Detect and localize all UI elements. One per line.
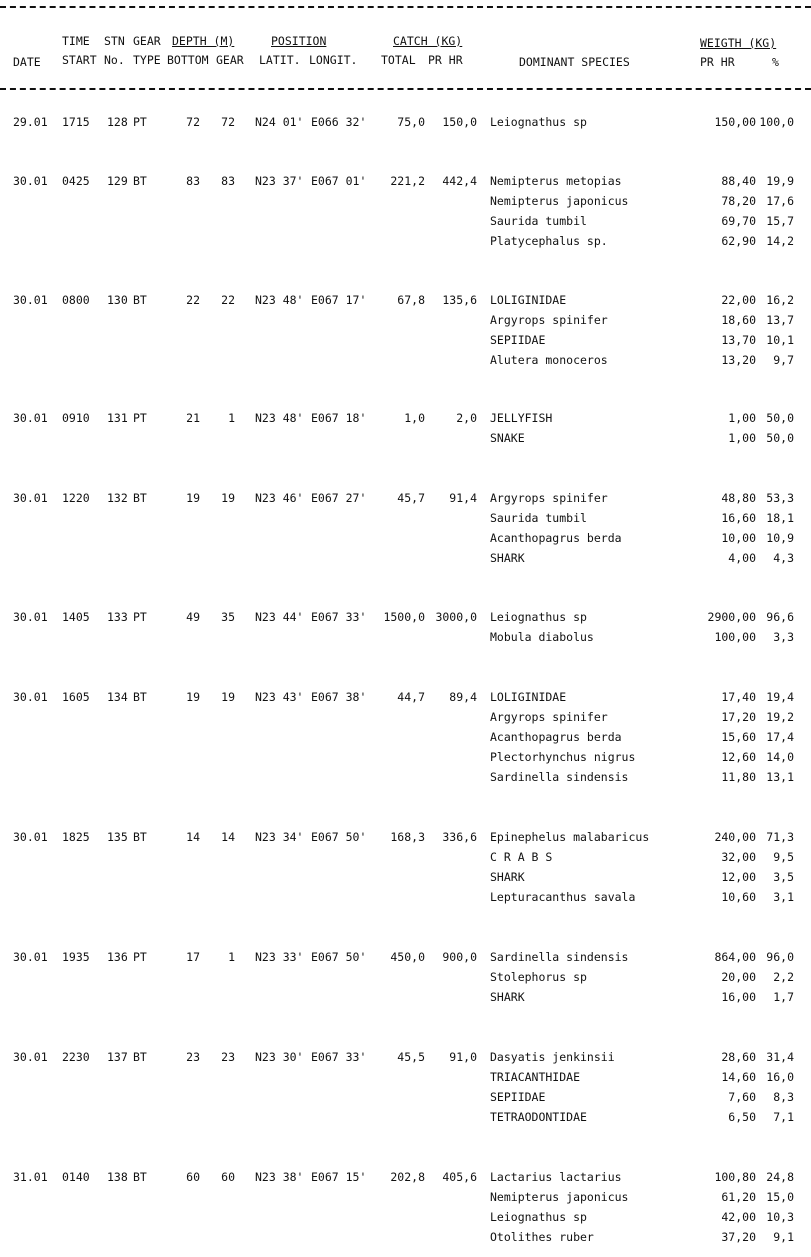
species-weight: 864,00 [714,950,756,964]
species-name: C R A B S [490,850,553,864]
cell-total: 45,7 [397,491,425,505]
species-weight: 1,00 [728,431,756,445]
cell-lat: N23 34' [255,830,304,844]
header-gear: GEAR [133,34,161,48]
species-weight: 13,20 [721,353,756,367]
cell-bottom: 17 [186,950,200,964]
cell-time: 0910 [62,411,90,425]
cell-prhr: 89,4 [449,690,477,704]
cell-prhr: 91,0 [449,1050,477,1064]
cell-stn: 128 [107,115,128,129]
cell-prhr: 442,4 [442,174,477,188]
species-name: Dasyatis jenkinsii [490,1050,615,1064]
species-name: Leiognathus sp [490,1210,587,1224]
cell-prhr: 336,6 [442,830,477,844]
cell-type: PT [133,411,147,425]
cell-gear: 1 [228,950,235,964]
species-percent: 4,3 [773,551,794,565]
cell-bottom: 83 [186,174,200,188]
header-gear-depth: GEAR [216,53,244,67]
species-percent: 14,0 [766,750,794,764]
species-percent: 19,9 [766,174,794,188]
species-name: SHARK [490,990,525,1004]
species-percent: 96,0 [766,950,794,964]
species-name: Saurida tumbil [490,214,587,228]
species-percent: 24,8 [766,1170,794,1184]
cell-total: 168,3 [390,830,425,844]
species-percent: 13,1 [766,770,794,784]
species-percent: 1,7 [773,990,794,1004]
cell-bottom: 22 [186,293,200,307]
species-weight: 42,00 [721,1210,756,1224]
cell-type: BT [133,690,147,704]
species-percent: 71,3 [766,830,794,844]
header-date: DATE [13,55,41,69]
species-percent: 53,3 [766,491,794,505]
species-name: Epinephelus malabaricus [490,830,650,844]
header-position-group: POSITION [271,34,327,48]
species-weight: 15,60 [721,730,756,744]
species-percent: 15,0 [766,1190,794,1204]
species-name: SEPIIDAE [490,333,546,347]
species-name: Leiognathus sp [490,610,587,624]
species-percent: 13,7 [766,313,794,327]
top-dashed-rule [0,6,811,8]
species-name: Stolephorus sp [490,970,587,984]
species-weight: 240,00 [714,830,756,844]
cell-lon: E067 15' [311,1170,367,1184]
species-name: Lepturacanthus savala [490,890,636,904]
species-name: Nemipterus japonicus [490,194,629,208]
cell-total: 75,0 [397,115,425,129]
species-weight: 62,90 [721,234,756,248]
species-weight: 12,00 [721,870,756,884]
species-percent: 100,0 [759,115,794,129]
cell-bottom: 19 [186,491,200,505]
cell-bottom: 21 [186,411,200,425]
species-percent: 31,4 [766,1050,794,1064]
species-weight: 20,00 [721,970,756,984]
cell-prhr: 150,0 [442,115,477,129]
header-dashed-rule [0,88,811,90]
cell-total: 67,8 [397,293,425,307]
cell-gear: 19 [221,690,235,704]
cell-total: 450,0 [390,950,425,964]
cell-total: 221,2 [390,174,425,188]
species-percent: 50,0 [766,431,794,445]
species-name: Sardinella sindensis [490,770,629,784]
cell-type: BT [133,174,147,188]
cell-prhr: 3000,0 [435,610,477,624]
header-catch-group: CATCH (KG) [393,34,463,48]
species-name: Argyrops spinifer [490,313,608,327]
header-longit: LONGIT. [309,53,358,67]
cell-prhr: 2,0 [456,411,477,425]
species-percent: 19,2 [766,710,794,724]
species-weight: 16,60 [721,511,756,525]
cell-time: 0800 [62,293,90,307]
cell-lon: E067 17' [311,293,367,307]
cell-lon: E067 01' [311,174,367,188]
cell-type: BT [133,1050,147,1064]
species-name: Otolithes ruber [490,1230,594,1244]
cell-lat: N23 30' [255,1050,304,1064]
species-weight: 61,20 [721,1190,756,1204]
cell-lon: E067 33' [311,1050,367,1064]
species-percent: 3,1 [773,890,794,904]
header-total: TOTAL [381,53,416,67]
species-percent: 19,4 [766,690,794,704]
cell-bottom: 23 [186,1050,200,1064]
species-percent: 9,5 [773,850,794,864]
species-weight: 28,60 [721,1050,756,1064]
species-percent: 17,6 [766,194,794,208]
cell-type: PT [133,950,147,964]
species-name: Nemipterus metopias [490,174,622,188]
species-percent: 18,1 [766,511,794,525]
cell-lon: E067 50' [311,950,367,964]
cell-lon: E067 18' [311,411,367,425]
species-name: SHARK [490,551,525,565]
species-percent: 16,2 [766,293,794,307]
header-weigth-group: WEIGTH (KG) [700,36,777,50]
species-name: Acanthopagrus berda [490,730,622,744]
species-weight: 69,70 [721,214,756,228]
cell-total: 202,8 [390,1170,425,1184]
species-weight: 12,60 [721,750,756,764]
cell-lat: N23 48' [255,293,304,307]
header-bottom: BOTTOM [167,53,209,67]
cell-gear: 83 [221,174,235,188]
cell-gear: 60 [221,1170,235,1184]
species-weight: 17,20 [721,710,756,724]
species-weight: 88,40 [721,174,756,188]
species-name: SEPIIDAE [490,1090,546,1104]
species-weight: 18,60 [721,313,756,327]
species-name: Alutera monoceros [490,353,608,367]
species-name: Mobula diabolus [490,630,594,644]
cell-date: 30.01 [13,1050,48,1064]
cell-type: PT [133,610,147,624]
cell-gear: 19 [221,491,235,505]
species-weight: 48,80 [721,491,756,505]
cell-gear: 14 [221,830,235,844]
species-percent: 16,0 [766,1070,794,1084]
species-weight: 150,00 [714,115,756,129]
species-weight: 4,00 [728,551,756,565]
cell-total: 1,0 [404,411,425,425]
species-weight: 22,00 [721,293,756,307]
cell-stn: 137 [107,1050,128,1064]
species-weight: 10,60 [721,890,756,904]
cell-time: 1715 [62,115,90,129]
cell-bottom: 60 [186,1170,200,1184]
species-weight: 78,20 [721,194,756,208]
species-name: Saurida tumbil [490,511,587,525]
cell-lat: N23 37' [255,174,304,188]
cell-lat: N23 46' [255,491,304,505]
species-name: SHARK [490,870,525,884]
cell-date: 30.01 [13,830,48,844]
cell-prhr: 900,0 [442,950,477,964]
cell-gear: 22 [221,293,235,307]
species-name: SNAKE [490,431,525,445]
species-percent: 10,1 [766,333,794,347]
cell-prhr: 405,6 [442,1170,477,1184]
cell-stn: 136 [107,950,128,964]
species-name: LOLIGINIDAE [490,293,567,307]
cell-stn: 132 [107,491,128,505]
cell-lon: E067 27' [311,491,367,505]
cell-lat: N23 43' [255,690,304,704]
cell-date: 30.01 [13,950,48,964]
species-weight: 100,80 [714,1170,756,1184]
cell-time: 2230 [62,1050,90,1064]
cell-type: BT [133,491,147,505]
cell-type: BT [133,293,147,307]
header-time: TIME [62,34,90,48]
cell-time: 0140 [62,1170,90,1184]
species-percent: 7,1 [773,1110,794,1124]
species-weight: 6,50 [728,1110,756,1124]
species-weight: 16,00 [721,990,756,1004]
cell-type: BT [133,830,147,844]
cell-bottom: 14 [186,830,200,844]
cell-gear: 35 [221,610,235,624]
species-name: Plectorhynchus nigrus [490,750,636,764]
cell-stn: 133 [107,610,128,624]
header-no: No. [104,53,125,67]
cell-bottom: 19 [186,690,200,704]
species-name: TETRAODONTIDAE [490,1110,587,1124]
species-percent: 3,5 [773,870,794,884]
header-start: START [62,53,97,67]
species-percent: 14,2 [766,234,794,248]
species-percent: 96,6 [766,610,794,624]
cell-time: 1405 [62,610,90,624]
cell-date: 30.01 [13,690,48,704]
species-name: Lactarius lactarius [490,1170,622,1184]
cell-total: 1500,0 [383,610,425,624]
header-percent: % [772,55,779,69]
cell-gear: 72 [221,115,235,129]
species-weight: 1,00 [728,411,756,425]
cell-lat: N23 44' [255,610,304,624]
cell-gear: 1 [228,411,235,425]
header-species: DOMINANT SPECIES [519,55,630,69]
header-stn: STN [104,34,125,48]
cell-type: PT [133,115,147,129]
cell-prhr: 135,6 [442,293,477,307]
species-weight: 7,60 [728,1090,756,1104]
species-percent: 15,7 [766,214,794,228]
species-name: Platycephalus sp. [490,234,608,248]
species-percent: 8,3 [773,1090,794,1104]
cell-time: 0425 [62,174,90,188]
species-weight: 37,20 [721,1230,756,1244]
species-percent: 2,2 [773,970,794,984]
species-weight: 17,40 [721,690,756,704]
species-percent: 9,7 [773,353,794,367]
species-name: Argyrops spinifer [490,491,608,505]
header-pr-hr: PR HR [428,53,463,67]
species-name: Nemipterus japonicus [490,1190,629,1204]
cell-time: 1825 [62,830,90,844]
cell-total: 45,5 [397,1050,425,1064]
cell-prhr: 91,4 [449,491,477,505]
cell-date: 31.01 [13,1170,48,1184]
cell-lat: N23 48' [255,411,304,425]
species-name: JELLYFISH [490,411,553,425]
cell-date: 30.01 [13,411,48,425]
cell-bottom: 72 [186,115,200,129]
cell-date: 30.01 [13,174,48,188]
header-latit: LATIT. [259,53,301,67]
cell-lon: E067 50' [311,830,367,844]
cell-stn: 130 [107,293,128,307]
species-weight: 10,00 [721,531,756,545]
header-depth-group: DEPTH (M) [172,34,235,48]
species-name: Argyrops spinifer [490,710,608,724]
species-name: Acanthopagrus berda [490,531,622,545]
cell-time: 1220 [62,491,90,505]
cell-stn: 131 [107,411,128,425]
cell-lat: N23 38' [255,1170,304,1184]
cell-lat: N24 01' [255,115,304,129]
species-weight: 2900,00 [707,610,756,624]
species-name: Leiognathus sp [490,115,587,129]
cell-stn: 135 [107,830,128,844]
species-percent: 3,3 [773,630,794,644]
cell-time: 1935 [62,950,90,964]
species-percent: 10,9 [766,531,794,545]
species-weight: 11,80 [721,770,756,784]
species-name: TRIACANTHIDAE [490,1070,581,1084]
cell-gear: 23 [221,1050,235,1064]
cell-lon: E067 38' [311,690,367,704]
species-weight: 32,00 [721,850,756,864]
cell-type: BT [133,1170,147,1184]
species-name: Sardinella sindensis [490,950,629,964]
cell-stn: 129 [107,174,128,188]
cell-date: 30.01 [13,293,48,307]
species-percent: 9,1 [773,1230,794,1244]
cell-date: 29.01 [13,115,48,129]
header-weigth-pr-hr: PR HR [700,55,735,69]
species-weight: 13,70 [721,333,756,347]
cell-date: 30.01 [13,491,48,505]
species-percent: 10,3 [766,1210,794,1224]
species-weight: 100,00 [714,630,756,644]
cell-stn: 134 [107,690,128,704]
cell-lon: E067 33' [311,610,367,624]
species-percent: 50,0 [766,411,794,425]
cell-bottom: 49 [186,610,200,624]
cell-time: 1605 [62,690,90,704]
header-type: TYPE [133,53,161,67]
species-name: LOLIGINIDAE [490,690,567,704]
cell-stn: 138 [107,1170,128,1184]
cell-lon: E066 32' [311,115,367,129]
cell-total: 44,7 [397,690,425,704]
species-weight: 14,60 [721,1070,756,1084]
cell-lat: N23 33' [255,950,304,964]
cell-date: 30.01 [13,610,48,624]
species-percent: 17,4 [766,730,794,744]
